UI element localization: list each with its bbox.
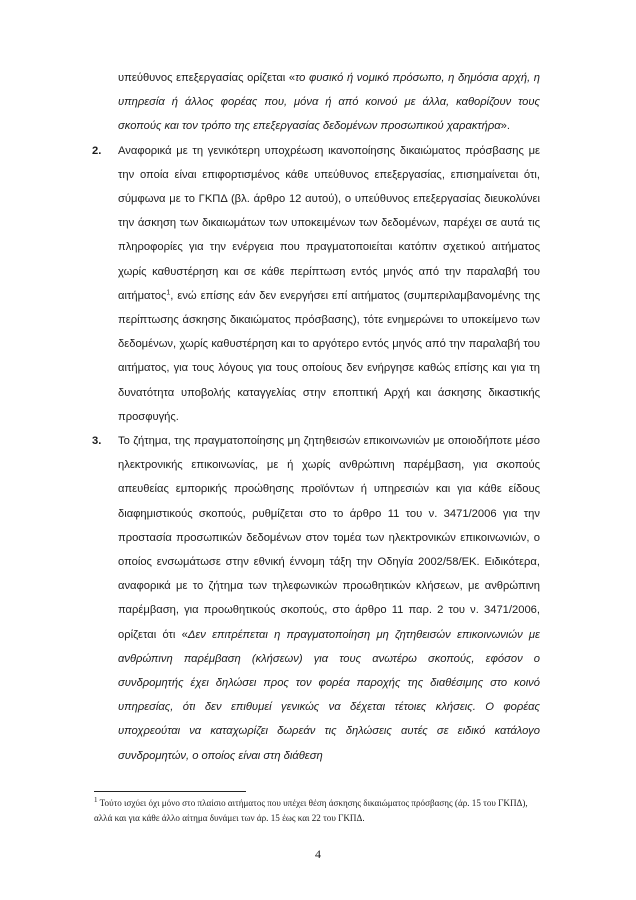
body-text	[92, 66, 540, 768]
law-quote: Δεν επιτρέπεται η πραγματοποίηση μη ζητηθεισών επικοινωνιών με ανθρώπινη παρέμβαση (κλήσεων) για τους ανωτέρω σκοπούς, εφόσον ο συνδρομητής έχει δηλώσει προς τον φορέα παροχής της διαθέσιμης στο κοινό υπηρεσίας, ότι δεν επιθυμεί γενικώς να δέχεται τέτοιες κλήσεις. Ο φορέας υποχρεούται να καταχωρίζει δωρεάν τις δηλώσεις αυτές σε ειδικό κατάλογο συνδρομητών, ο οποίος είναι στη διάθεση	[118, 628, 540, 762]
numbered-item-3	[92, 429, 540, 768]
item-3-text: Το ζήτημα, της πραγματοποίησης μη ζητηθεισών επικοινωνιών με οποιοδήποτε μέσο ηλεκτρονικής επικοινωνίας, με ή χωρίς ανθρώπινη παρέμβαση, για σκοπούς απευθείας εμπορικής προώθησης προϊόντων ή υπηρεσιών και για κάθε είδους διαφημιστικούς σκοπούς, ρυθμίζεται στο το άρθρο 11 του ν. 3471/2006 για την προστασία προσωπικών δεδομένων στον τομέα των ηλεκτρονικών επικοινωνιών, ο οποίος ενσωμάτωσε στην εθνική έννομη τάξη την Οδηγία 2002/58/ΕΚ. Ειδικότερα, αναφορικά με το ζήτημα των τηλεφωνικών προωθητικών κλήσεων, με ανθρώπινη παρέμβαση, για προωθητικούς σκοπούς, στο άρθρο 11 παρ. 2 του ν. 3471/2006, ορίζεται ότι «	[118, 435, 540, 641]
item-number: 2.	[92, 144, 102, 157]
footnote-text: Τούτο ισχύει όχι μόνο στο πλαίσιο αιτήματος που υπέχει θέση άσκησης δικαιώματος πρόσβασης (άρ. 15 του ΓΚΠΔ), αλλά και για κάθε άλλο αίτημα δυνάμει των άρ. 15 έως και 22 του ΓΚΠΔ.	[94, 798, 528, 823]
footnote-reference: 1	[166, 289, 171, 297]
footnote	[94, 796, 544, 825]
footnote-separator	[94, 791, 246, 792]
item-2-text-part1: Αναφορικά με τη γενικότερη υποχρέωση ικανοποίησης δικαιώματος πρόσβασης με την οποία είναι επιφορτισμένος κάθε υπεύθυνος επεξεργασίας, επισημαίνεται ότι, σύμφωνα με το ΓΚΠΔ (βλ. άρθρο 12 αυτού), ο υπεύθυνος επεξεργασίας διευκολύνει την άσκηση των δικαιωμάτων των υποκειμένων των δεδομένων, παρέχει σε αυτά τις πληροφορίες για την ενέργεια που πραγματοποιείται κατόπιν σχετικού αιτήματος χωρίς καθυστέρηση και σε κάθε περίπτωση εντός μηνός από την παραλαβή του αιτήματος	[118, 144, 540, 302]
controller-definition-quote: το φυσικό ή νομικό πρόσωπο, η δημόσια αρχή, η υπηρεσία ή άλλος φορέας που, μόνα ή από κοινού με άλλα, καθορίζουν τους σκοπούς και τον τρόπο της επεξεργασίας δεδομένων προσωπικού χαρακτήρα	[118, 72, 540, 133]
continuation-text: υπεύθυνος επεξεργασίας ορίζεται «	[118, 72, 296, 84]
page-number: 4	[315, 847, 321, 861]
quote-close: ».	[500, 120, 510, 133]
item-number: 3.	[92, 435, 102, 448]
item-2-text-part2: , ενώ επίσης εάν δεν ενεργήσει επί αιτήματος (συμπεριλαμβανομένης της περίπτωσης άσκησης δικαιώματος πρόσβασης), τότε ενημερώνει το υποκείμενο των δεδομένων, χωρίς καθυστέρηση και το αργότερο εντός μηνός από την παραλαβή του αιτήματος, για τους λόγους για τους οποίους δεν ενήργησε καθώς επίσης και για τη δυνατότητα υποβολής καταγγελίας στην εποπτική Αρχή και άσκησης δικαστικής προσφυγής.	[118, 289, 540, 423]
numbered-item-2	[92, 139, 540, 429]
continued-paragraph	[118, 66, 540, 139]
footnote-marker: 1	[94, 795, 98, 804]
